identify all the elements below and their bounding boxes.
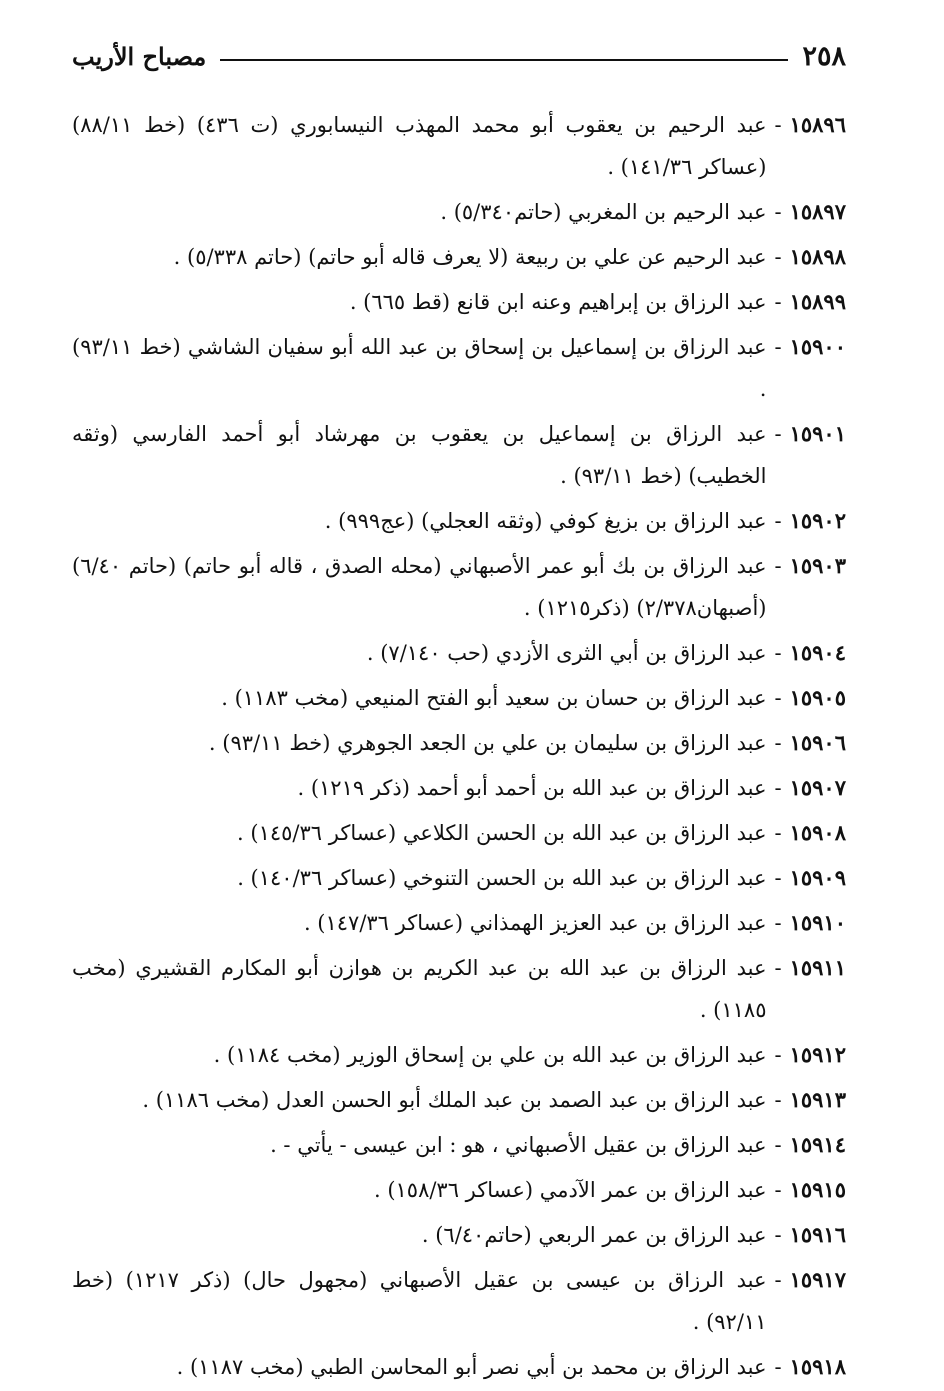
entry-number: ١٥٩١٢ bbox=[789, 1042, 846, 1067]
entry-text: عبد الرزاق بن عبد الله بن عبد الكريم بن هوازن أبو المكارم القشيري (مخب ١١٨٥) . bbox=[72, 956, 767, 1022]
entry-number: ١٥٩١٤ bbox=[789, 1132, 846, 1157]
entry-text: عبد الرزاق بن حسان بن سعيد أبو الفتح المنيعي (مخب ١١٨٣) . bbox=[221, 686, 767, 710]
list-item bbox=[72, 1259, 846, 1343]
list-item bbox=[72, 812, 846, 854]
entry-text: عبد الرزاق بن عبد الله بن علي بن إسحاق الوزير (مخب ١١٨٤) . bbox=[213, 1043, 767, 1067]
running-title: مصباح الأريب bbox=[72, 41, 207, 71]
list-item bbox=[72, 857, 846, 899]
entry-number: ١٥٩١٨ bbox=[789, 1354, 846, 1379]
list-item bbox=[72, 1346, 846, 1388]
entry-text: عبد الرزاق بن عبد الله بن الحسن التنوخي (عساكر ١٤٠/٣٦) . bbox=[237, 866, 767, 890]
entry-number: ١٥٩١٦ bbox=[789, 1222, 846, 1247]
entry-number: ١٥٩١٥ bbox=[789, 1177, 846, 1202]
entry-separator: - bbox=[774, 1043, 782, 1067]
list-item bbox=[72, 1169, 846, 1211]
entry-text: عبد الرزاق بن عيسى بن عقيل الأصبهاني (مجهول حال) (ذكر ١٢١٧) (خط ٩٢/١١) . bbox=[72, 1268, 767, 1334]
list-item bbox=[72, 326, 846, 410]
list-item bbox=[72, 767, 846, 809]
list-item bbox=[72, 104, 846, 188]
entry-separator: - bbox=[774, 1355, 782, 1379]
entries-list bbox=[72, 104, 846, 1391]
entry-number: ١٥٩٠٨ bbox=[789, 820, 846, 845]
entry-text: عبد الرزاق بن أبي الثرى الأزدي (حب ٧/١٤٠) . bbox=[366, 641, 767, 665]
entry-separator: - bbox=[774, 113, 782, 137]
entry-text: عبد الرحيم بن يعقوب أبو محمد المهذب النيسابوري (ت ٤٣٦) (خط ٨٨/١١) (عساكر ١٤١/٣٦) . bbox=[72, 113, 767, 179]
entry-text: عبد الرزاق بن عبد الصمد بن عبد الملك أبو الحسن العدل (مخب ١١٨٦) . bbox=[142, 1088, 767, 1112]
entry-text: عبد الرزاق بن سليمان بن علي بن الجعد الجوهري (خط ٩٣/١١) . bbox=[208, 731, 767, 755]
list-item bbox=[72, 947, 846, 1031]
entry-separator: - bbox=[774, 422, 782, 446]
entry-text: عبد الرزاق بن عبد الله بن أحمد أبو أحمد (ذكر ١٢١٩) . bbox=[297, 776, 767, 800]
list-item bbox=[72, 1034, 846, 1076]
entry-number: ١٥٩٠٩ bbox=[789, 865, 846, 890]
list-item bbox=[72, 632, 846, 674]
entry-number: ١٥٨٩٩ bbox=[789, 289, 846, 314]
list-item bbox=[72, 545, 846, 629]
entry-number: ١٥٩٠٣ bbox=[789, 553, 846, 578]
entry-separator: - bbox=[774, 335, 782, 359]
entry-separator: - bbox=[774, 776, 782, 800]
entry-number: ١٥٩٠٦ bbox=[789, 730, 846, 755]
entry-number: ١٥٩٠٤ bbox=[789, 640, 846, 665]
entry-number: ١٥٨٩٦ bbox=[789, 112, 846, 137]
entry-number: ١٥٩١٠ bbox=[789, 910, 846, 935]
entry-number: ١٥٨٩٨ bbox=[789, 244, 846, 269]
list-item bbox=[72, 902, 846, 944]
entry-text: عبد الرزاق بن إسماعيل بن يعقوب بن مهرشاد أبو أحمد الفارسي (وثقه الخطيب) (خط ٩٣/١١) . bbox=[72, 422, 767, 488]
list-item bbox=[72, 677, 846, 719]
entry-separator: - bbox=[774, 686, 782, 710]
entry-text: عبد الرزاق بن إبراهيم وعنه ابن قانع (قط ٦٦٥) . bbox=[349, 290, 767, 314]
entry-number: ١٥٩٠٧ bbox=[789, 775, 846, 800]
list-item bbox=[72, 236, 846, 278]
list-item bbox=[72, 1124, 846, 1166]
header-rule bbox=[220, 59, 788, 61]
list-item bbox=[72, 500, 846, 542]
entry-number: ١٥٩٠٢ bbox=[789, 508, 846, 533]
entry-text: عبد الرزاق بن عبد الله بن الحسن الكلاعي (عساكر ١٤٥/٣٦) . bbox=[237, 821, 767, 845]
entry-text: عبد الرزاق بن عقيل الأصبهاني ، هو : ابن عيسى - يأتي - . bbox=[270, 1133, 767, 1157]
entry-text: عبد الرزاق بن محمد بن أبي نصر أبو المحاسن الطبي (مخب ١١٨٧) . bbox=[176, 1355, 767, 1379]
list-item bbox=[72, 281, 846, 323]
entry-number: ١٥٩٠١ bbox=[789, 421, 846, 446]
entry-text: عبد الرزاق بن بزيغ كوفي (وثقه العجلي) (عج٩٩٩) . bbox=[324, 509, 767, 533]
page-number: ٢٥٨ bbox=[802, 40, 846, 72]
entry-separator: - bbox=[774, 1133, 782, 1157]
entry-text: عبد الرحيم عن علي بن ربيعة (لا يعرف قاله أبو حاتم) (حاتم ٥/٣٣٨) . bbox=[173, 245, 767, 269]
entry-text: عبد الرزاق بن عبد العزيز الهمذاني (عساكر ١٤٧/٣٦) . bbox=[303, 911, 767, 935]
entry-number: ١٥٩٠٠ bbox=[789, 334, 846, 359]
entry-separator: - bbox=[774, 290, 782, 314]
entry-separator: - bbox=[774, 245, 782, 269]
entry-separator: - bbox=[774, 200, 782, 224]
entry-separator: - bbox=[774, 509, 782, 533]
entry-separator: - bbox=[774, 641, 782, 665]
list-item bbox=[72, 722, 846, 764]
entry-separator: - bbox=[774, 1223, 782, 1247]
list-item bbox=[72, 413, 846, 497]
entry-separator: - bbox=[774, 821, 782, 845]
page-header bbox=[72, 36, 846, 76]
entry-separator: - bbox=[774, 1088, 782, 1112]
entry-separator: - bbox=[774, 731, 782, 755]
entry-text: عبد الرزاق بن إسماعيل بن إسحاق بن عبد الله أبو سفيان الشاشي (خط ٩٣/١١) . bbox=[72, 335, 767, 401]
list-item bbox=[72, 191, 846, 233]
entry-separator: - bbox=[774, 1268, 782, 1292]
entry-text: عبد الرزاق بن بك أبو عمر الأصبهاني (محله الصدق ، قاله أبو حاتم) (حاتم ٦/٤٠) (أصبهان٢/٣٧٨) (ذكر١٢١٥) . bbox=[72, 554, 767, 620]
entry-number: ١٥٩١٧ bbox=[789, 1267, 846, 1292]
entry-text: عبد الرحيم بن المغربي (حاتم٥/٣٤٠) . bbox=[440, 200, 767, 224]
entry-number: ١٥٩١١ bbox=[789, 955, 846, 980]
entry-separator: - bbox=[774, 866, 782, 890]
entry-number: ١٥٩١٣ bbox=[789, 1087, 846, 1112]
list-item bbox=[72, 1214, 846, 1256]
entry-number: ١٥٩٠٥ bbox=[789, 685, 846, 710]
entry-separator: - bbox=[774, 1178, 782, 1202]
list-item bbox=[72, 1079, 846, 1121]
entry-number: ١٥٨٩٧ bbox=[789, 199, 846, 224]
entry-text: عبد الرزاق بن عمر الآدمي (عساكر ١٥٨/٣٦) . bbox=[373, 1178, 767, 1202]
entry-separator: - bbox=[774, 554, 782, 578]
entry-separator: - bbox=[774, 956, 782, 980]
entry-separator: - bbox=[774, 911, 782, 935]
entry-text: عبد الرزاق بن عمر الربعي (حاتم٦/٤٠) . bbox=[421, 1223, 767, 1247]
